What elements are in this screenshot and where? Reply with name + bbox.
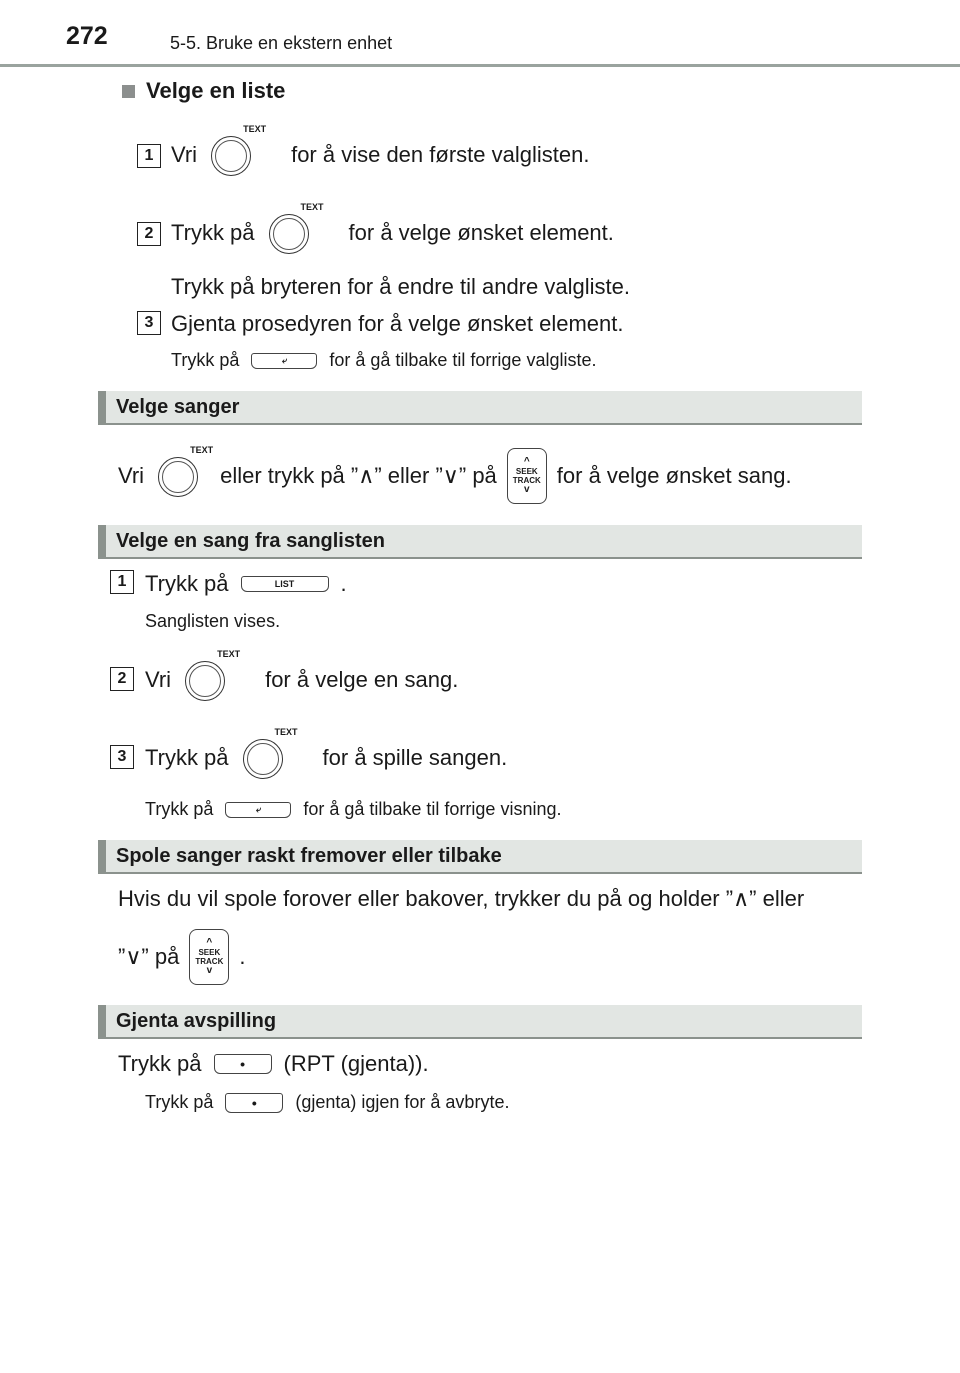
section-velge-sanger: Velge sanger	[98, 391, 862, 425]
step-number-1: 1	[110, 570, 134, 594]
rpt-button-icon: •	[225, 1093, 283, 1113]
sangliste-note: Sanglisten vises.	[145, 611, 281, 631]
sangliste-step-2-before: Vri	[145, 667, 172, 692]
list-back-note-after: for å gå tilbake til forrige valgliste.	[329, 350, 597, 370]
back-button-icon: ⤶	[251, 353, 317, 369]
sangliste-step-1	[145, 571, 347, 597]
step-number-3: 3	[137, 311, 161, 335]
step-number-2: 2	[137, 222, 161, 246]
list-heading	[122, 78, 285, 104]
gjenta-line	[118, 1051, 429, 1077]
text-knob-icon: TEXT	[209, 132, 255, 178]
sangliste-step-1-before: Trykk på	[145, 571, 229, 596]
list-heading-text: Velge en liste	[146, 78, 286, 103]
sangliste-step-2	[145, 649, 459, 705]
sangliste-step-1-after: .	[340, 571, 347, 596]
sangliste-back-before: Trykk på	[145, 799, 214, 819]
gjenta-note-before: Trykk på	[145, 1092, 214, 1112]
sangliste-step-3-after: for å spille sangen.	[322, 745, 508, 770]
gjenta-line-before: Trykk på	[118, 1051, 202, 1076]
page-number: 272	[66, 22, 108, 50]
gjenta-note-after: (gjenta) igjen for å avbryte.	[295, 1092, 510, 1112]
sangliste-step-2-after: for å velge en sang.	[265, 667, 459, 692]
velge-sanger-text	[118, 446, 792, 506]
section-sangliste: Velge en sang fra sanglisten	[98, 525, 862, 559]
velge-sanger-before: Vri	[118, 463, 145, 488]
sangliste-step-3	[145, 727, 508, 783]
text-knob-icon: TEXT	[241, 735, 287, 781]
list-button-icon: LIST	[241, 576, 329, 592]
back-button-icon: ⤶	[225, 802, 291, 818]
spole-line-2-after: .	[239, 944, 246, 969]
velge-sanger-after: for å velge ønsket sang.	[556, 463, 792, 488]
spole-line-1: Hvis du vil spole forover eller bakover, trykker du på og holder ”∧” eller	[118, 886, 805, 911]
rpt-button-icon: •	[214, 1054, 272, 1074]
list-back-note-before: Trykk på	[171, 350, 240, 370]
seek-track-icon: ^ SEEK TRACK v	[507, 448, 547, 504]
step-number-2: 2	[110, 667, 134, 691]
spole-line-2-before: ”∨” på	[118, 944, 180, 969]
sangliste-back-after: for å gå tilbake til forrige visning.	[303, 799, 562, 819]
gjenta-line-after: (RPT (gjenta)).	[283, 1051, 429, 1076]
chapter-title: 5-5. Bruke en ekstern enhet	[170, 33, 393, 53]
list-step-1-before: Vri	[171, 142, 198, 167]
velge-sanger-middle: eller trykk på ”∧” eller ”∨” på	[220, 463, 497, 488]
square-bullet-icon	[122, 85, 135, 98]
section-spole: Spole sanger raskt fremover eller tilbake	[98, 840, 862, 874]
gjenta-note	[145, 1092, 509, 1113]
seek-track-icon: ^ SEEK TRACK v	[189, 929, 229, 985]
list-step-2-after: for å velge ønsket element.	[348, 220, 614, 245]
list-step-2	[171, 202, 614, 258]
sangliste-back-note	[145, 799, 561, 820]
list-step-3: Gjenta prosedyren for å velge ønsket element.	[171, 311, 624, 336]
list-step-1	[171, 124, 590, 180]
text-knob-icon: TEXT	[183, 657, 229, 703]
step-number-1: 1	[137, 144, 161, 168]
spole-line-2	[118, 927, 245, 987]
header-divider	[0, 64, 960, 67]
section-gjenta: Gjenta avspilling	[98, 1005, 862, 1039]
text-knob-icon: TEXT	[156, 453, 202, 499]
text-knob-icon: TEXT	[267, 210, 313, 256]
list-step-2-before: Trykk på	[171, 220, 255, 245]
step-number-3: 3	[110, 745, 134, 769]
list-step-1-after: for å vise den første valglisten.	[291, 142, 590, 167]
switch-note: Trykk på bryteren for å endre til andre valgliste.	[171, 274, 630, 299]
list-back-note	[171, 350, 596, 371]
sangliste-step-3-before: Trykk på	[145, 745, 229, 770]
